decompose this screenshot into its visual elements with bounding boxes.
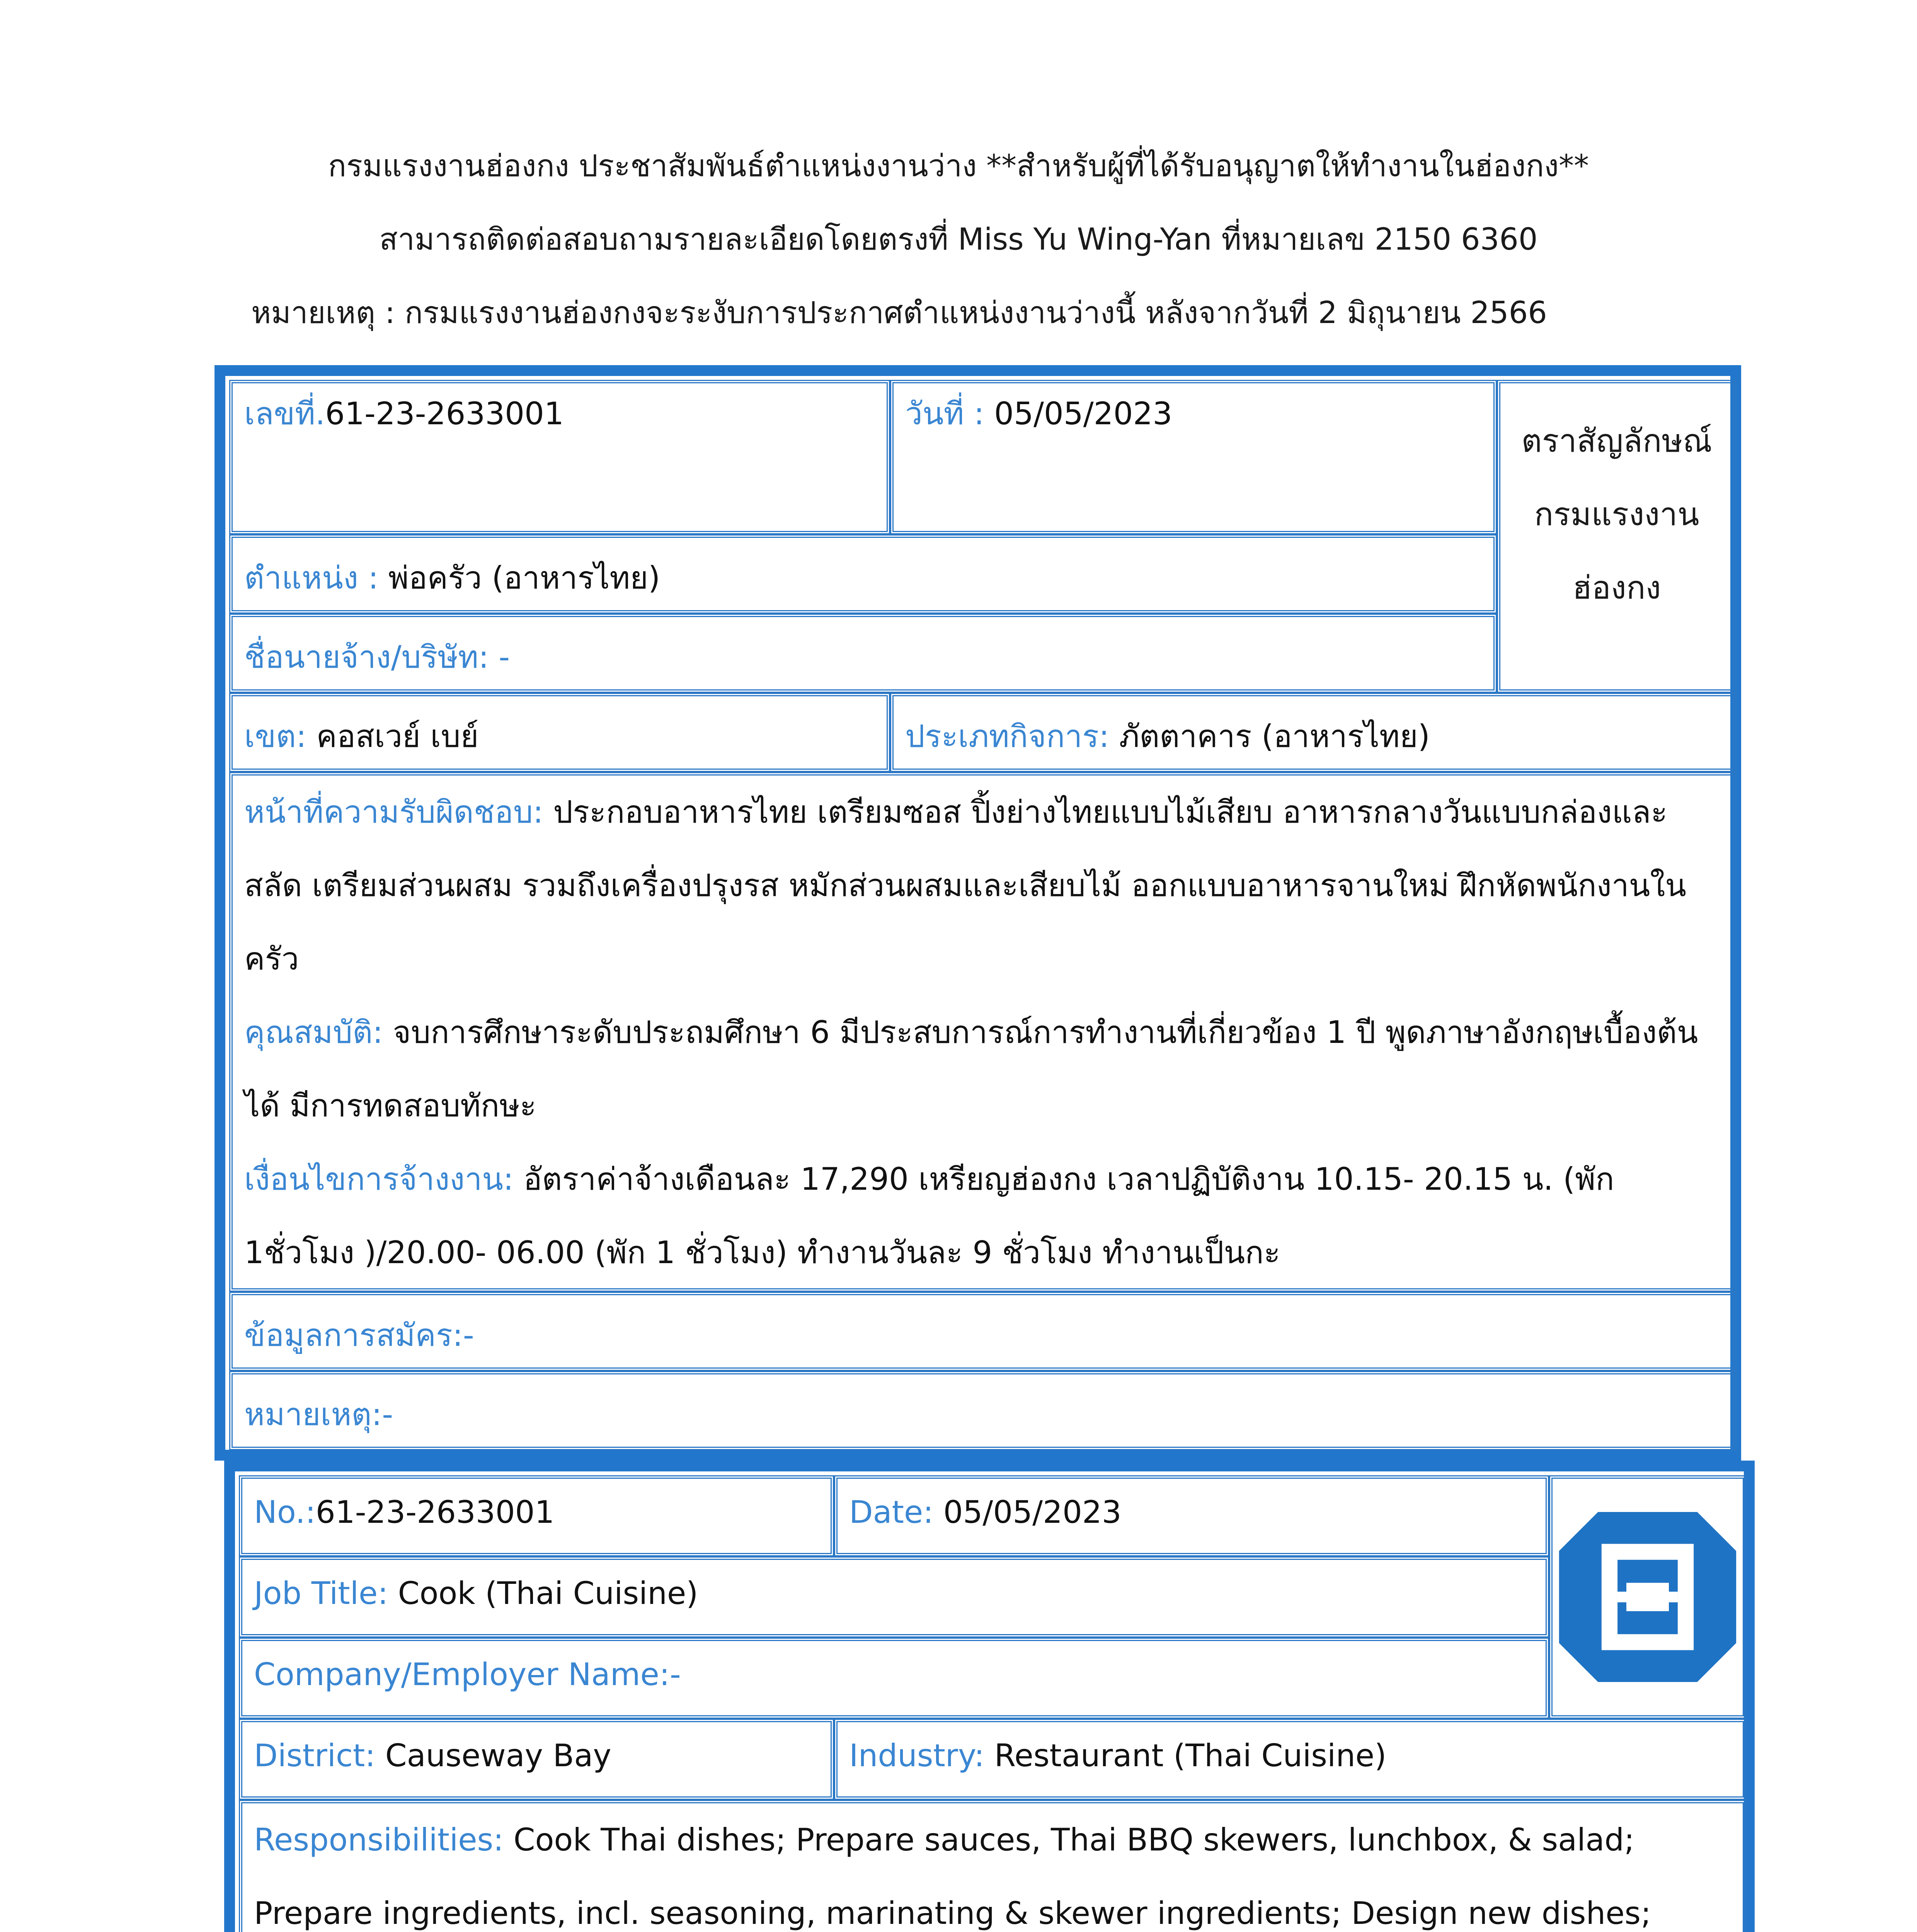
- thai-title-cell: [229, 534, 1497, 614]
- header-line-2: สามารถติดต่อสอบถามรายละเอียดโดยตรงที่ Miss Yu Wing-Yan ที่หมายเลข 2150 6360: [379, 222, 1538, 257]
- thai-no-cell: [229, 380, 890, 534]
- thai-date-label: วันที่ :: [905, 396, 984, 432]
- thai-district-value: คอสเวย์ เบย์: [316, 718, 479, 754]
- thai-date-value: 05/05/2023: [994, 396, 1173, 432]
- en-details-cell: [239, 1800, 1746, 1932]
- thai-title-value: พ่อครัว (อาหารไทย): [388, 560, 661, 596]
- thai-industry-label: ประเภทกิจการ:: [905, 718, 1110, 754]
- thai-title-label: ตำแหน่ง :: [244, 560, 379, 596]
- en-date-value: 05/05/2023: [943, 1494, 1122, 1530]
- en-no-value: 61-23-2633001: [315, 1494, 555, 1530]
- thai-date-cell: [890, 380, 1497, 534]
- en-no-cell: [239, 1475, 834, 1556]
- en-resp-label: Responsibilities:: [254, 1822, 504, 1858]
- thai-employer-label: ชื่อนายจ้าง/บริษัท:: [244, 639, 489, 675]
- thai-details-cell: [229, 772, 1737, 1292]
- thai-emblem-line-1: ตราสัญลักษณ์: [1521, 423, 1712, 459]
- thai-emblem-line-3: ฮ่องกง: [1572, 570, 1661, 606]
- en-responsibilities: [254, 1803, 1731, 1932]
- en-title-cell: [239, 1556, 1549, 1638]
- thai-req-label: คุณสมบัติ:: [244, 1014, 383, 1050]
- thai-industry-cell: [890, 693, 1737, 772]
- en-title-value: Cook (Thai Cuisine): [398, 1575, 698, 1611]
- header-line-3: หมายเหตุ : กรมแรงงานฮ่องกงจะระงับการประกาศตำแหน่งงานว่างนี้ หลังจากวันที่ 2 มิถุนายน 2566: [251, 296, 1547, 330]
- thai-application-label: ข้อมูลการสมัคร:-: [244, 1317, 474, 1353]
- thai-resp-label: หน้าที่ความรับผิดชอบ:: [244, 794, 543, 830]
- en-no-label: No.:: [254, 1494, 316, 1530]
- thai-terms-value: อัตราค่าจ้างเดือนละ 17,290 เหรียญฮ่องกง เวลาปฏิบัติงาน 10.15- 20.15 น. (พัก 1ชั่วโมง )/20.00- 06.00 (พัก 1 ชั่วโมง) ทำงานวันละ 9 ชั่วโมง ทำงานเป็นกะ: [244, 1161, 1614, 1270]
- thai-district-label: เขต:: [244, 718, 306, 754]
- thai-emblem-cell: [1497, 380, 1737, 693]
- en-industry-value: Restaurant (Thai Cuisine): [994, 1738, 1387, 1774]
- thai-emblem-line-2: กรมแรงงาน: [1534, 496, 1699, 533]
- header-line-1: กรมแรงงานฮ่องกง ประชาสัมพันธ์ตำแหน่งงานว่าง **สำหรับผู้ที่ได้รับอนุญาตให้ทำงานในฮ่องกง**: [328, 149, 1589, 184]
- en-district-value: Causeway Bay: [385, 1738, 611, 1774]
- thai-application-cell: [229, 1292, 1737, 1371]
- en-industry-label: Industry:: [849, 1738, 985, 1774]
- thai-responsibilities: [244, 776, 1721, 996]
- en-district-label: District:: [254, 1738, 376, 1774]
- thai-remarks-label: หมายเหตุ:-: [244, 1396, 393, 1432]
- en-date-label: Date:: [849, 1494, 934, 1530]
- en-date-cell: [834, 1475, 1549, 1556]
- thai-resp-value: ประกอบอาหารไทย เตรียมซอส ปิ้งย่างไทยแบบไม้เสียบ อาหารกลางวันแบบกล่องและสลัด เตรียมส่วนผสม รวมถึงเครื่องปรุงรส หมักส่วนผสมและเสียบไม้ ออกแบบอาหารจานใหม่ ฝึกหัดพนักงานในครัว: [244, 794, 1687, 977]
- thai-requirements: [244, 996, 1721, 1143]
- en-logo-cell: [1549, 1475, 1746, 1719]
- thai-employer-cell: [229, 614, 1497, 693]
- thai-terms: [244, 1143, 1721, 1289]
- english-job-card: [224, 1461, 1755, 1932]
- thai-terms-label: เงื่อนไขการจ้างงาน:: [244, 1161, 514, 1197]
- thai-remarks-cell: [229, 1371, 1737, 1450]
- en-title-label: Job Title:: [254, 1575, 388, 1611]
- labour-department-logo-icon: [1559, 1512, 1737, 1682]
- thai-req-value: จบการศึกษาระดับประถมศึกษา 6 มีประสบการณ์การทำงานที่เกี่ยวข้อง 1 ปี พูดภาษาอังกฤษเบื้องต้นได้ มีการทดสอบทักษะ: [244, 1014, 1698, 1124]
- en-industry-cell: [834, 1719, 1746, 1800]
- thai-employer-value: -: [499, 639, 510, 675]
- thai-job-card: [215, 365, 1741, 1461]
- en-employer-label: Company/Employer Name:-: [254, 1656, 681, 1692]
- thai-no-value: 61-23-2633001: [325, 396, 564, 432]
- en-employer-cell: [239, 1638, 1549, 1719]
- thai-district-cell: [229, 693, 890, 772]
- thai-industry-value: ภัตตาคาร (อาหารไทย): [1119, 718, 1430, 754]
- en-district-cell: [239, 1719, 834, 1800]
- thai-no-label: เลขที่.: [244, 396, 325, 432]
- en-resp-value: Cook Thai dishes; Prepare sauces, Thai BBQ skewers, lunchbox, & salad; Prepare ingredients, incl. seasoning, marinating & skewer ingredients; Design new dishes;: [254, 1822, 1651, 1931]
